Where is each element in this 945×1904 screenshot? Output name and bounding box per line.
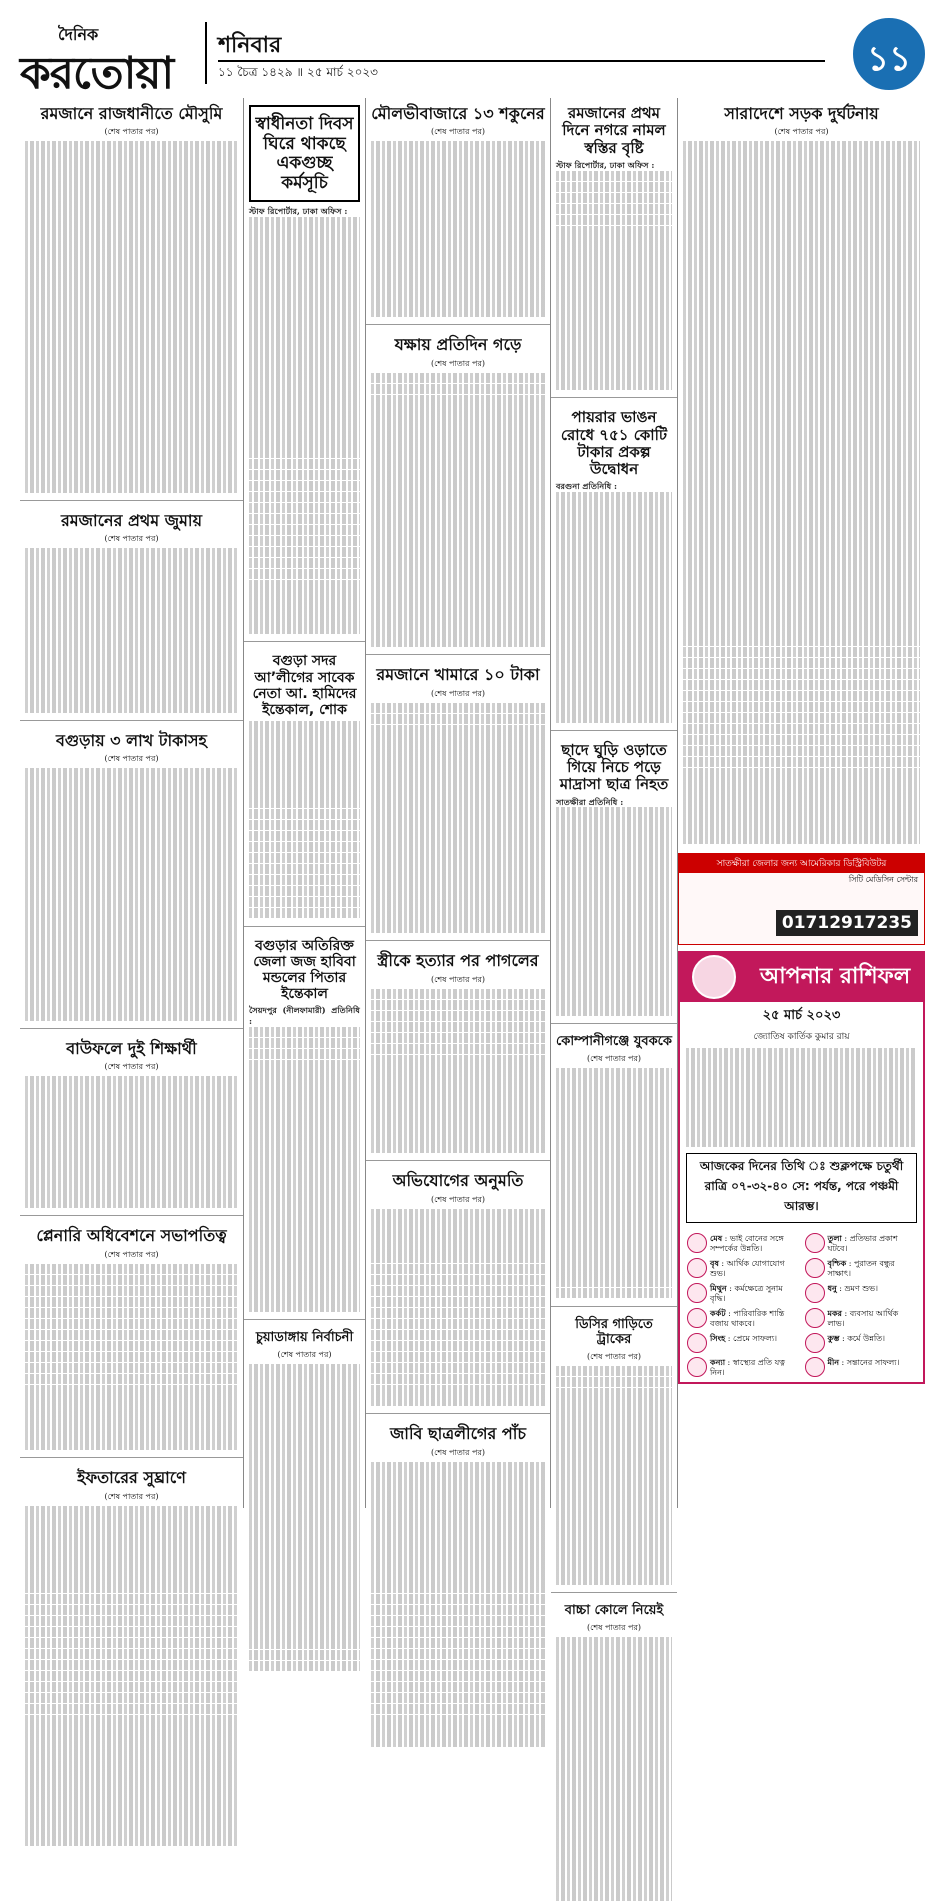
zodiac-item: কন্যা : স্বাস্থ্যের প্রতি যত্ন নিন। xyxy=(684,1355,802,1380)
zodiac-text: কর্মে উন্নতি। xyxy=(847,1334,885,1344)
continued-note: (শেষ পাতার পর) xyxy=(104,1062,159,1072)
zodiac-text: প্রতিভার প্রকাশ ঘটবে। xyxy=(827,1234,898,1254)
cancer-icon xyxy=(687,1308,707,1328)
article-body-lines xyxy=(249,1027,360,1312)
article xyxy=(20,1462,243,1849)
logo-small-text: দৈনিক xyxy=(58,25,99,44)
headline: ইফতারের সুঘ্রাণে xyxy=(77,1468,186,1488)
column-5 xyxy=(677,98,925,1508)
zodiac-name: ধনু xyxy=(827,1283,837,1294)
article xyxy=(20,505,243,716)
article xyxy=(20,725,243,1024)
article-divider xyxy=(20,1028,243,1029)
article-body-lines xyxy=(371,373,545,647)
byline: স্টাফ রিপোর্টার, ঢাকা অফিস : xyxy=(556,159,655,170)
continued-note: (শেষ পাতার পর) xyxy=(104,534,159,544)
continued-note: (শেষ পাতার পর) xyxy=(104,1491,159,1501)
article xyxy=(244,1324,365,1675)
article xyxy=(366,329,550,650)
horoscope-intro-lines xyxy=(680,1048,923,1147)
article-body-lines xyxy=(556,807,672,1016)
article-divider xyxy=(551,397,677,398)
article-body-lines xyxy=(371,989,545,1154)
byline: বরগুনা প্রতিনিধি : xyxy=(556,481,618,492)
continued-note: (শেষ পাতার পর) xyxy=(104,754,159,764)
headline: যক্ষায় প্রতিদিন গড়ে xyxy=(394,335,522,355)
headline: বাচ্চা কোলে নিয়েই xyxy=(564,1603,664,1619)
headline: বাউফলে দুই শিক্ষার্থী xyxy=(66,1039,197,1059)
article-divider xyxy=(551,1592,677,1593)
article xyxy=(366,945,550,1156)
zodiac-item: মেষ : ভাই বোনের সঙ্গে সম্পর্কের উন্নতি। xyxy=(684,1231,802,1256)
leo-icon xyxy=(687,1333,707,1353)
column-1 xyxy=(20,98,243,1508)
zodiac-item: কুম্ভ : কর্মে উন্নতি। xyxy=(802,1331,920,1355)
article-body-lines xyxy=(25,1506,238,1846)
article-divider xyxy=(551,730,677,731)
article-body-lines xyxy=(556,1068,672,1298)
horoscope-title: আপনার রাশিফল xyxy=(760,964,911,990)
taurus-icon xyxy=(687,1258,707,1278)
zodiac-text: কর্মক্ষেত্রে সুনাম বৃদ্ধি। xyxy=(710,1284,783,1304)
zodiac-item: মকর : ব্যবসায় আর্থিক লাভ। xyxy=(802,1306,920,1331)
column-3 xyxy=(365,98,550,1508)
horoscope-author: জ্যোতিষ কার্তিক কুমার রায় xyxy=(753,1032,850,1043)
zodiac-name: বৃশ্চিক xyxy=(827,1258,847,1269)
headline: রমজানের প্রথম জুমায় xyxy=(60,510,202,530)
headline: ছাদে ঘুড়ি ওড়াতে গিয়ে নিচে পড়ে মাদ্রাসা ছাত্র নিহত xyxy=(559,740,669,794)
zodiac-text: ভ্রমণ শুভ। xyxy=(844,1284,878,1294)
article-divider xyxy=(20,720,243,721)
article xyxy=(551,1311,677,1589)
article xyxy=(20,98,243,496)
article-body-lines xyxy=(25,768,238,1020)
ad-label: সিটি মেডিসিন সেন্টার xyxy=(848,875,918,885)
zodiac-wheel-icon xyxy=(692,955,736,999)
issue-date: ১১ চৈত্র ১৪২৯ ॥ ২৫ মার্চ ২০২৩ xyxy=(218,65,378,79)
headline: পায়রার ভাঙন রোধে ৭৫১ কোটি টাকার প্রকল্প উদ্বোধন xyxy=(560,408,668,479)
article-divider xyxy=(20,1457,243,1458)
column-4 xyxy=(550,98,677,1633)
headline: বগুড়ার অতিরিক্ত জেলা জজ হাবিবা মন্ডলের পিতার ইন্তেকাল xyxy=(253,937,356,1002)
article-divider xyxy=(244,641,365,642)
article-divider xyxy=(551,1306,677,1307)
article-body-lines xyxy=(371,703,545,933)
article-body-lines xyxy=(556,492,672,722)
zodiac-text: পুরাতন বন্ধুর সাক্ষাৎ। xyxy=(827,1259,895,1279)
article-body-lines xyxy=(556,1637,672,1900)
byline: সাতক্ষীরা প্রতিনিধি : xyxy=(556,796,624,807)
continued-note: (শেষ পাতার পর) xyxy=(430,974,486,984)
pisces-icon xyxy=(805,1357,825,1377)
headline-box xyxy=(249,105,360,202)
masthead-divider xyxy=(205,22,207,84)
gemini-icon xyxy=(687,1283,707,1303)
article xyxy=(366,659,550,936)
article-body-lines xyxy=(249,217,360,634)
article-divider xyxy=(20,500,243,501)
libra-icon xyxy=(805,1233,825,1253)
zodiac-text: পারিবারিক শান্তি বজায় থাকবে। xyxy=(710,1309,785,1329)
classified-ad xyxy=(678,853,925,945)
article xyxy=(551,735,677,1019)
headline: রমজানে রাজধানীতে মৌসুমি xyxy=(40,104,223,123)
article xyxy=(20,1220,243,1453)
scorpio-icon xyxy=(805,1258,825,1278)
article-divider xyxy=(366,654,550,655)
continued-note: (শেষ পাতার পর) xyxy=(430,688,486,698)
headline: ডিসির গাড়িতে ট্রাকের xyxy=(575,1316,653,1347)
zodiac-item: মিথুন : কর্মক্ষেত্রে সুনাম বৃদ্ধি। xyxy=(684,1281,802,1306)
zodiac-name: তুলা xyxy=(827,1233,842,1244)
headline: সারাদেশে সড়ক দুর্ঘটনায় xyxy=(724,104,879,123)
continued-note: (শেষ পাতার পর) xyxy=(104,127,159,137)
article-body-lines xyxy=(371,141,545,317)
zodiac-item: তুলা : প্রতিভার প্রকাশ ঘটবে। xyxy=(802,1231,920,1256)
byline: সৈয়দপুর (নীলফামারী) প্রতিনিধি : xyxy=(249,1004,360,1026)
horoscope-date: ২৫ মার্চ ২০২৩ xyxy=(762,1008,841,1024)
article-divider xyxy=(244,926,365,927)
virgo-icon xyxy=(687,1357,707,1377)
zodiac-list xyxy=(680,1229,923,1382)
article-divider xyxy=(366,940,550,941)
newspaper-logo xyxy=(20,22,190,99)
zodiac-text: স্বাস্থ্যের প্রতি যত্ন নিন। xyxy=(710,1358,786,1378)
headline: বগুড়া সদর আ’লীগের সাবেক নেতা আ. হামিদের ইন্তেকাল, শোক xyxy=(252,653,357,718)
article xyxy=(551,1597,677,1904)
zodiac-name: মীন xyxy=(827,1357,840,1368)
zodiac-name: বৃষ xyxy=(710,1258,719,1269)
article xyxy=(244,931,365,1316)
horoscope-header xyxy=(680,953,923,1002)
headline: স্ত্রীকে হত্যার পর পাগলের xyxy=(377,951,539,971)
article xyxy=(551,1028,677,1302)
zodiac-item: মীন : সন্তানের সাফল্য। xyxy=(802,1355,920,1380)
headline: স্বাধীনতা দিবস ঘিরে থাকছে একগুচ্ছ কর্মসূচি xyxy=(255,114,354,193)
page-number: ১১ xyxy=(866,39,912,79)
article-divider xyxy=(366,1413,550,1414)
continued-note: (শেষ পাতার পর) xyxy=(586,1623,642,1633)
article xyxy=(366,98,550,320)
zodiac-text: প্রেমে সাফল্য। xyxy=(733,1334,778,1344)
headline: কোম্পানীগঞ্জে যুবককে xyxy=(556,1034,672,1050)
zodiac-item: কর্কট : পারিবারিক শান্তি বজায় থাকবে। xyxy=(684,1306,802,1331)
capricorn-icon xyxy=(805,1308,825,1328)
headline: জাবি ছাত্রলীগের পাঁচ xyxy=(389,1424,527,1444)
zodiac-name: কর্কট xyxy=(710,1308,726,1319)
headline: বগুড়ায় ৩ লাখ টাকাসহ xyxy=(56,731,207,751)
continued-note: (শেষ পাতার পর) xyxy=(586,1053,642,1063)
headline: রমজানে খামারে ১০ টাকা xyxy=(376,665,540,685)
zodiac-text: ভাই বোনের সঙ্গে সম্পর্কের উন্নতি। xyxy=(710,1234,784,1254)
masthead-rule xyxy=(218,60,825,62)
continued-note: (শেষ পাতার পর) xyxy=(430,1447,486,1457)
zodiac-name: মকর xyxy=(827,1308,842,1319)
article xyxy=(244,646,365,921)
ad-title: সাতক্ষীরা জেলার জন্য আমেরিকার ডিস্ট্রিবিউটর xyxy=(679,854,924,873)
column-2 xyxy=(243,98,365,1508)
article-body-lines xyxy=(371,1462,545,1747)
article xyxy=(551,402,677,726)
tithi-box: আজকের দিনের তিথি ঃ শুক্লপক্ষে চতুর্থী রাত্রি ০৭-৩২-৪০ সে: পর্যন্ত, পরে পঞ্চমী আরম্ভ। xyxy=(686,1153,917,1223)
continued-note: (শেষ পাতার পর) xyxy=(104,1249,159,1259)
article-body-lines xyxy=(683,141,920,844)
zodiac-name: মিথুন xyxy=(710,1283,727,1294)
zodiac-item: বৃষ : আর্থিক যোগাযোগ শুভ। xyxy=(684,1256,802,1281)
ad-phone-number: 01712917235 xyxy=(776,910,918,936)
article-body-lines xyxy=(25,1264,238,1451)
headline: মৌলভীবাজারে ১৩ শকুনের xyxy=(371,104,545,123)
byline: স্টাফ রিপোর্টার, ঢাকা অফিস : xyxy=(249,206,348,217)
article-body-lines xyxy=(25,141,238,492)
article-divider xyxy=(551,1023,677,1024)
article xyxy=(244,98,365,637)
headline: চুয়াডাঙ্গায় নির্বাচনী xyxy=(255,1330,354,1346)
zodiac-name: মেষ xyxy=(710,1233,723,1244)
zodiac-item: বৃশ্চিক : পুরাতন বন্ধুর সাক্ষাৎ। xyxy=(802,1256,920,1281)
page-number-badge xyxy=(853,18,925,90)
zodiac-text: সন্তানের সাফল্য। xyxy=(846,1358,900,1368)
article xyxy=(366,1418,550,1750)
continued-note: (শেষ পাতার পর) xyxy=(774,127,829,137)
day-name: শনিবার xyxy=(218,33,282,58)
zodiac-name: কুম্ভ xyxy=(827,1333,840,1344)
page-content xyxy=(20,98,925,1633)
article xyxy=(551,98,677,393)
article xyxy=(366,1165,550,1409)
continued-note: (শেষ পাতার পর) xyxy=(430,127,486,137)
zodiac-item: সিংহ : প্রেমে সাফল্য। xyxy=(684,1331,802,1355)
article-divider xyxy=(244,1319,365,1320)
article-divider xyxy=(366,1160,550,1161)
article-body-lines xyxy=(249,1364,360,1671)
zodiac-name: কন্যা xyxy=(710,1357,726,1368)
article-body-lines xyxy=(25,548,238,713)
article-body-lines xyxy=(249,721,360,919)
article-body-lines xyxy=(556,1366,672,1586)
continued-note: (শেষ পাতার পর) xyxy=(277,1350,332,1360)
logo-big-text: করতোয়া xyxy=(20,48,174,99)
horoscope-section xyxy=(678,951,925,1384)
continued-note: (শেষ পাতার পর) xyxy=(430,1194,486,1204)
headline: অভিযোগের অনুমতি xyxy=(392,1171,524,1191)
article-body-lines xyxy=(556,171,672,391)
zodiac-text: আর্থিক যোগাযোগ শুভ। xyxy=(710,1259,785,1279)
article-body-lines xyxy=(371,1209,545,1407)
aries-icon xyxy=(687,1233,707,1253)
article-body-lines xyxy=(25,1076,238,1208)
headline: প্লেনারি অধিবেশনে সভাপতিত্ব xyxy=(36,1226,227,1246)
sagittarius-icon xyxy=(805,1283,825,1303)
zodiac-name: সিংহ xyxy=(710,1333,726,1344)
headline: রমজানের প্রথম দিনে নগরে নামল স্বস্তির বৃষ্টি xyxy=(562,104,666,157)
zodiac-text: ব্যবসায় আর্থিক লাভ। xyxy=(827,1309,899,1329)
aquarius-icon xyxy=(805,1333,825,1353)
article-divider xyxy=(366,324,550,325)
continued-note: (শেষ পাতার পর) xyxy=(430,358,486,368)
zodiac-item: ধনু : ভ্রমণ শুভ। xyxy=(802,1281,920,1306)
article xyxy=(678,98,925,847)
article xyxy=(20,1033,243,1211)
continued-note: (শেষ পাতার পর) xyxy=(586,1351,642,1361)
article-divider xyxy=(20,1215,243,1216)
